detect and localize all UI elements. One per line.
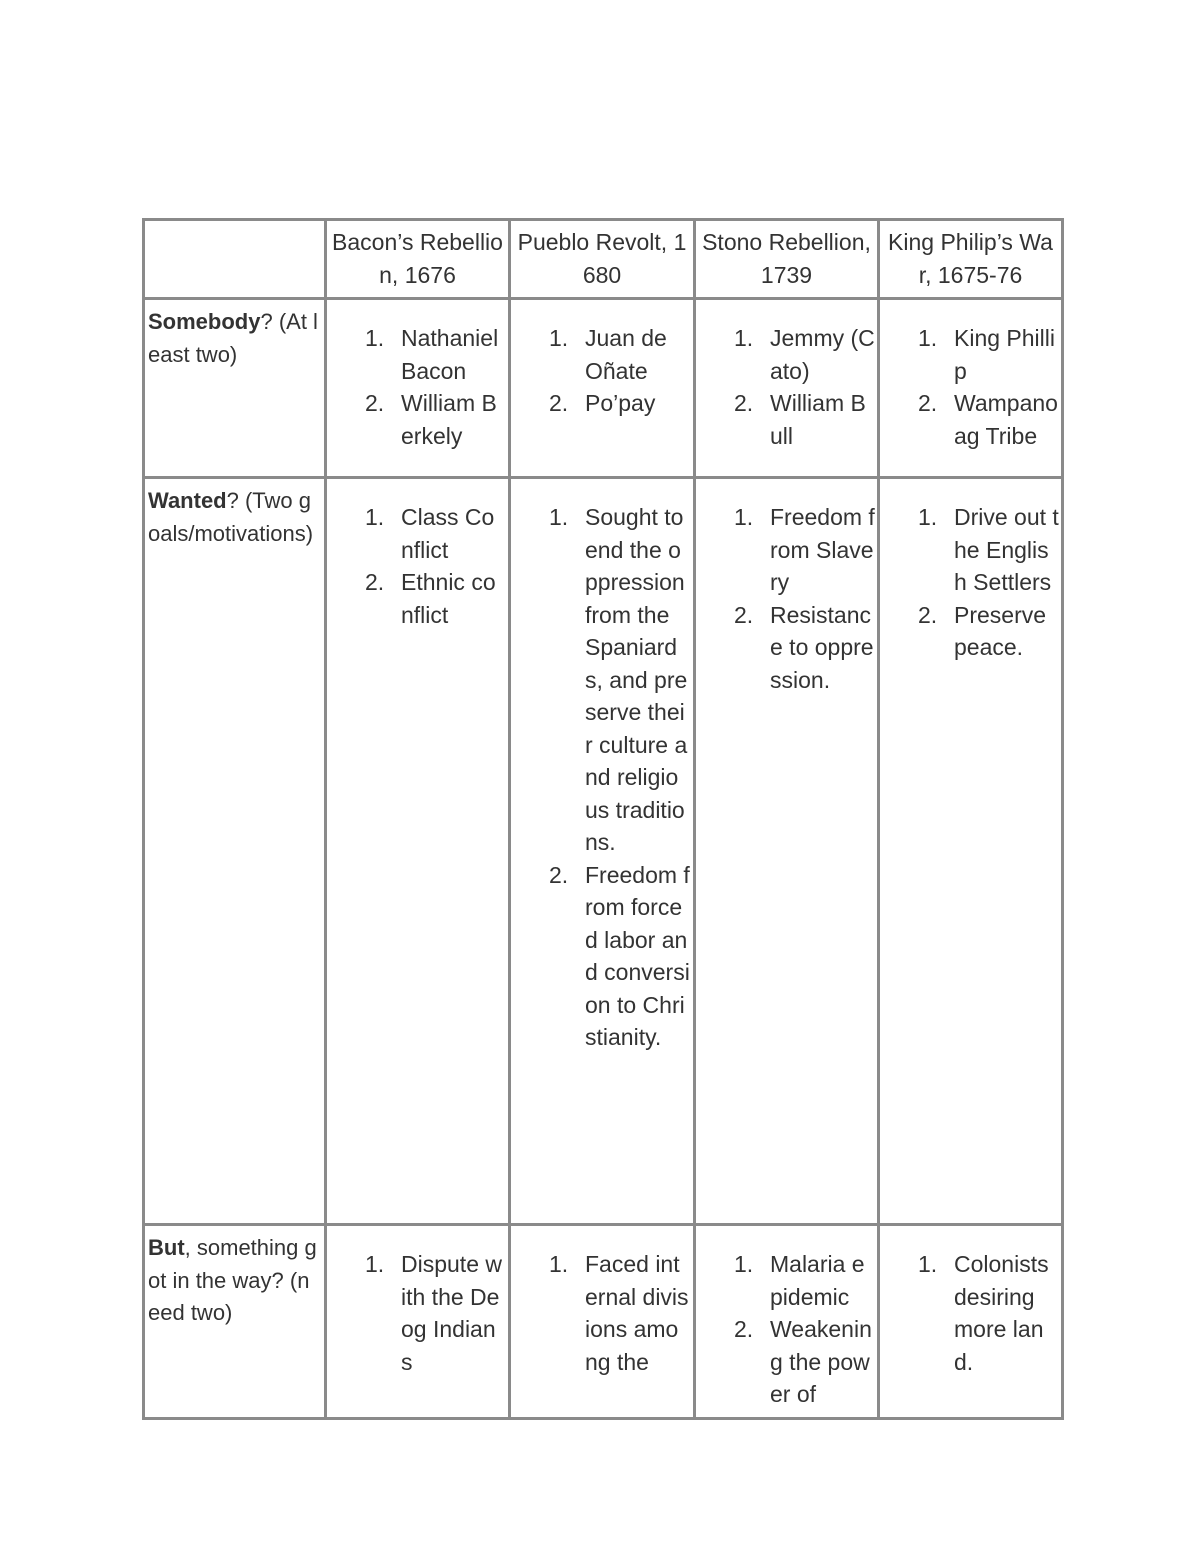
list-item-text: Sought to end the oppression from the Spaniards, and preserve their culture and religious traditions. [585,504,688,855]
item-list [880,479,1061,664]
list-item [880,599,1061,664]
item-list [880,300,1061,452]
table-row-somebody [144,299,1063,478]
item-list [327,1226,508,1378]
list-item-text: Drive out the English Settlers [954,504,1059,595]
list-item-text: William Berkely [401,390,497,449]
cell-but-stono [695,1225,879,1419]
list-item [880,322,1061,387]
list-item [511,387,693,420]
list-item-number: 1. [549,1251,569,1277]
list-item [327,1248,508,1378]
list-item [327,566,508,631]
list-item [696,501,877,599]
list-item [696,387,877,452]
list-item-number: 2. [918,390,938,416]
item-list [511,300,693,420]
list-item-text: Malaria epidemic [770,1251,865,1310]
list-item-text: Juan de Oñate [585,325,667,384]
list-item [696,322,877,387]
list-item-text: Weakening the power of [770,1316,872,1407]
table-row-but [144,1225,1063,1419]
list-item-text: Freedom from forced labor and conversion to Christianity. [585,861,690,1050]
list-item-text: Dispute with the Deog Indians [401,1251,502,1375]
row-label-bold: But [148,1235,185,1260]
list-item-number: 1. [365,1251,385,1277]
cell-but-pueblo [510,1225,695,1419]
list-item [327,387,508,452]
list-item-text: Wampanoag Tribe [954,390,1058,449]
cell-wanted-bacon [326,478,510,1225]
item-list [511,479,693,1054]
cell-wanted-stono [695,478,879,1225]
header-pueblo-revolt: Pueblo Revolt, 1680 [510,220,695,299]
list-item-number: 1. [918,504,938,530]
table-row-wanted [144,478,1063,1225]
list-item-text: Class Conflict [401,504,495,563]
cell-wanted-pueblo [510,478,695,1225]
list-item [511,501,693,859]
list-item [327,322,508,387]
list-item-number: 2. [549,861,569,888]
list-item-text: Jemmy (Cato) [770,325,875,384]
list-item-number: 1. [549,504,569,530]
list-item-text: William Bull [770,390,866,449]
list-item-number: 2. [365,569,385,595]
cell-somebody-king-philip [879,299,1063,478]
header-empty [144,220,326,299]
item-list [696,300,877,452]
row-label-rest: ? (Two goals/motivations) [148,488,314,546]
list-item [696,599,877,697]
list-item [696,1248,877,1313]
header-stono-rebellion: Stono Rebellion, 1739 [695,220,879,299]
list-item-number: 1. [734,1251,754,1277]
list-item-text: Po’pay [585,390,656,416]
item-list [511,1226,693,1378]
list-item-number: 1. [918,1251,938,1277]
list-item-text: Colonists desiring more land. [954,1251,1049,1375]
cell-somebody-stono [695,299,879,478]
row-label-wanted [144,478,326,1225]
list-item-text: King Phillip [954,325,1055,384]
item-list [696,479,877,696]
list-item-number: 1. [549,325,569,351]
item-list [880,1226,1061,1378]
list-item-number: 2. [734,1316,754,1342]
list-item-text: Preserve peace. [954,601,1047,660]
cell-somebody-bacon [326,299,510,478]
rebellion-comparison-table [142,218,1064,1420]
list-item-text: Resistance to oppression. [770,601,874,693]
list-item [696,1313,877,1411]
list-item-number: 1. [734,504,754,530]
cell-but-king-philip [879,1225,1063,1419]
list-item [880,501,1061,599]
list-item-text: Freedom from Slavery [770,504,875,595]
cell-somebody-pueblo [510,299,695,478]
list-item-number: 2. [734,390,754,416]
cell-wanted-king-philip [879,478,1063,1225]
item-list [696,1226,877,1411]
list-item-number: 1. [918,325,938,351]
item-list [327,300,508,452]
list-item [880,387,1061,452]
row-label-but [144,1225,326,1419]
list-item-text: Faced internal divisions among the [585,1251,689,1375]
list-item-number: 2. [365,390,385,416]
row-label-rest: , something got in the way? (need two) [148,1235,317,1325]
list-item [880,1248,1061,1378]
list-item [511,322,693,387]
list-item-text: Nathaniel Bacon [401,325,499,384]
list-item [327,501,508,566]
row-label-somebody [144,299,326,478]
row-label-bold: Wanted [148,488,227,513]
list-item-number: 1. [734,325,754,351]
list-item-text: Ethnic conflict [401,569,496,628]
list-item-number: 1. [365,504,385,530]
header-king-philips-war: King Philip’s War, 1675-76 [879,220,1063,299]
list-item [511,859,693,1054]
list-item-number: 2. [734,601,754,628]
row-label-rest: ? (At least two) [148,309,318,367]
item-list [327,479,508,631]
list-item-number: 1. [365,325,385,351]
cell-but-bacon [326,1225,510,1419]
list-item-number: 2. [549,390,569,416]
table-header-row [144,220,1063,299]
list-item-number: 2. [918,601,938,628]
row-label-bold: Somebody [148,309,261,334]
header-bacons-rebellion: Bacon’s Rebellion, 1676 [326,220,510,299]
list-item [511,1248,693,1378]
